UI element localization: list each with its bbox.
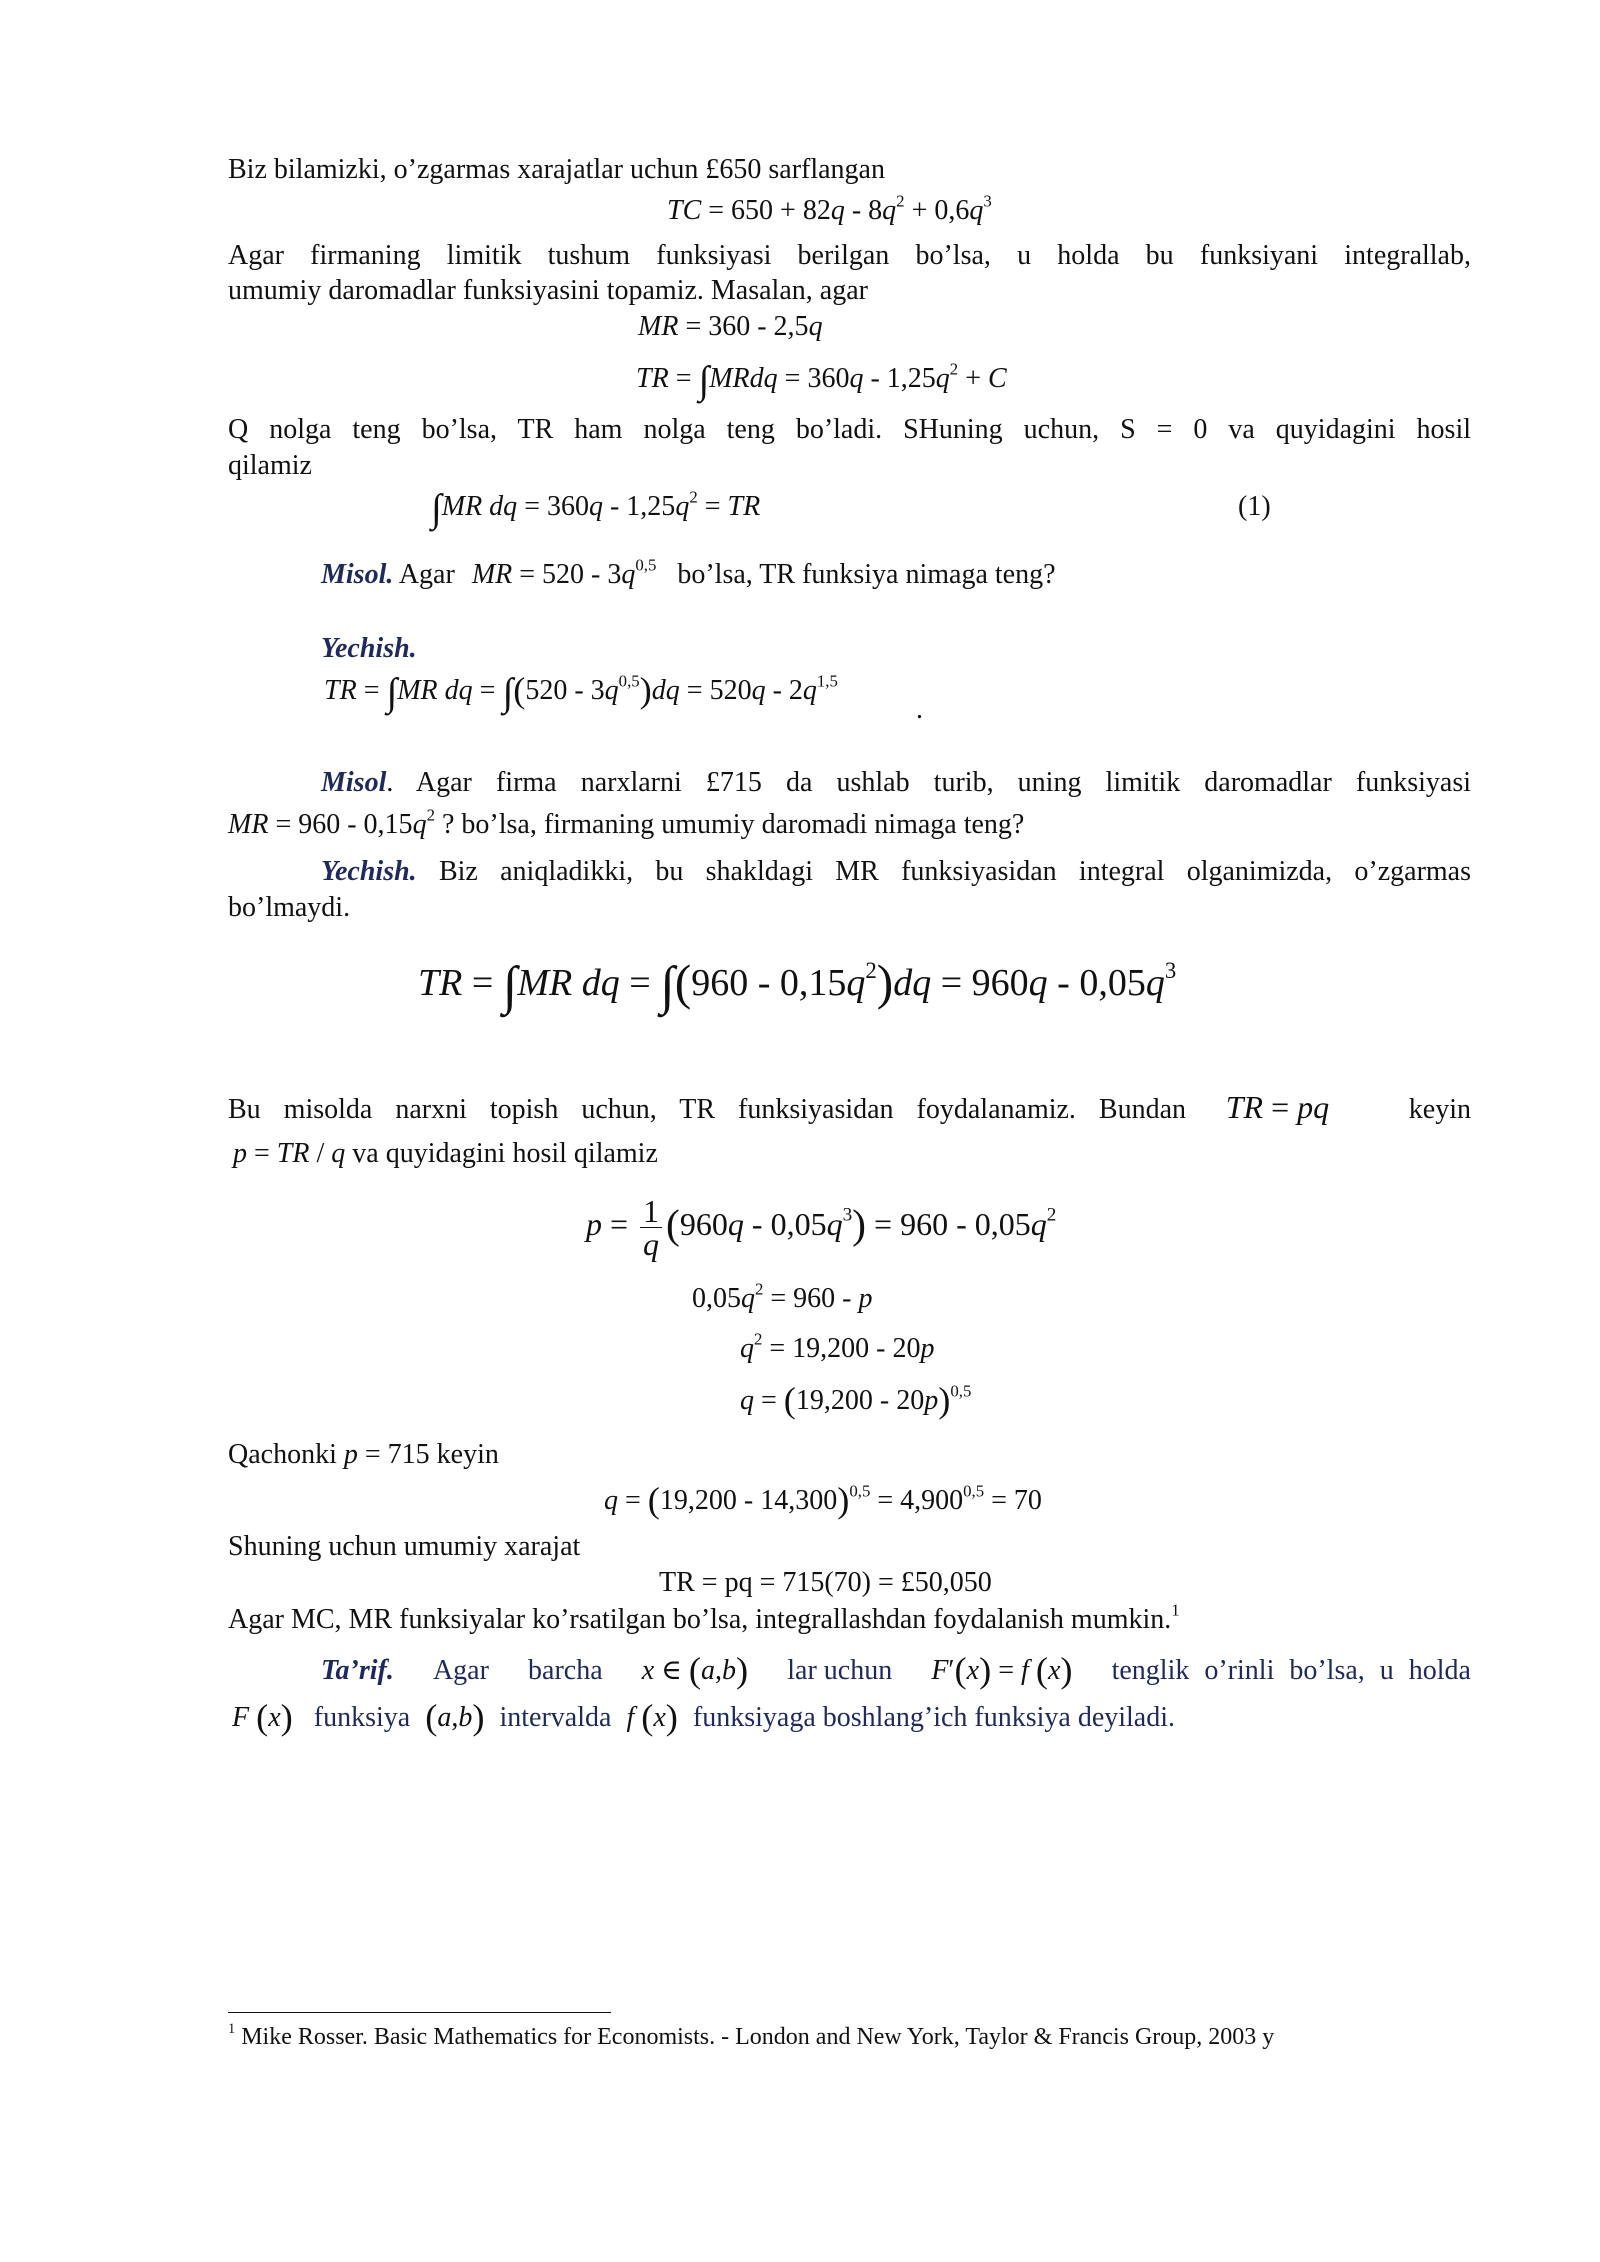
equation-tr-final: TR = pq = 715(70) = £50,050 bbox=[659, 1567, 992, 1598]
solution-label: Yechish. bbox=[321, 633, 417, 664]
footnote-text: Mike Rosser. Basic Mathematics for Economists. - London and New York, Taylor & Francis Group, 2003 y bbox=[241, 2024, 1275, 2050]
equation-tc: TC = $650 + 82q - 8q^2 + 0,6q^3$ bbox=[667, 191, 992, 226]
text: Agar bbox=[432, 1655, 489, 1687]
equation-step-2: $q^2 = 19,200 - 20p$ bbox=[740, 1329, 935, 1364]
footnote-marker: 1 bbox=[228, 2021, 236, 2038]
Fx-symbol: F (x) bbox=[232, 1697, 293, 1737]
equation-big: TR = ∫MR dq = $\int(960 - 0,15q^2)dq = 960q - 0,05q^3$ bbox=[418, 955, 1177, 1016]
punctuation: . bbox=[916, 694, 923, 725]
text: Agar MC, MR funksiyalar ko’rsatilgan bo’lsa, integrallashdan foydalanish mumkin. bbox=[228, 1604, 1172, 1635]
definition-label: Ta’rif. bbox=[321, 1655, 394, 1687]
equation-p: p = $\frac{1}{q}$ $(960q - 0,05q^3) = 960 - 0,05q^2$ bbox=[586, 1193, 1057, 1262]
text: tenglik o’rinli bo’lsa, u holda bbox=[1111, 1655, 1471, 1687]
equation-1: ∫MR dq = $360q - 1,25q^2$ = TR bbox=[431, 486, 761, 530]
text: Qachonki bbox=[228, 1439, 337, 1470]
tr-pq-equation: TR = pq bbox=[1225, 1089, 1330, 1125]
paragraph-4-line2 bbox=[233, 1137, 658, 1171]
example-2-line2 bbox=[228, 805, 1025, 842]
example-label: Misol bbox=[321, 767, 387, 798]
paragraph-line: bo’lmaydi. bbox=[228, 892, 351, 923]
text: keyin bbox=[436, 1439, 499, 1470]
equation-tr-integral: TR = ∫MRdq = $360q - 1,25q^2 + C$ bbox=[636, 358, 1007, 402]
paragraph-line: Biz bilamizki, o’zgarmas xarajatlar uchun £650 sarflangan bbox=[228, 154, 885, 185]
example-1-equation: MR = $520 - 3q^{0,5}$ bbox=[471, 555, 657, 590]
text: lar uchun bbox=[787, 1655, 893, 1687]
equation-step-1: $0,05q^2 = 960 - p$ bbox=[692, 1279, 873, 1314]
example-2-line bbox=[321, 766, 1471, 800]
text: bo’lsa, TR funksiya nimaga teng? bbox=[677, 559, 1056, 590]
equation-mr: MR = 360 - 2,5q bbox=[638, 311, 823, 342]
paragraph-line: qilamiz bbox=[228, 450, 312, 481]
text: Agar bbox=[398, 559, 455, 590]
text: va quyidagini hosil qilamiz bbox=[352, 1138, 658, 1169]
p-tr-q-equation: p = TR / q bbox=[233, 1138, 346, 1169]
qachonki-line bbox=[228, 1438, 499, 1472]
x-in-ab: x ∈ (a,b) bbox=[641, 1650, 749, 1690]
text: funksiya bbox=[313, 1702, 411, 1734]
text: bo’lsa, firmaning umumiy daromadi nimaga teng? bbox=[461, 809, 1025, 840]
text: Biz aniqladikki, bu shakldagi MR funksiyasidan integral olganimizda, o’zgarmas bbox=[438, 856, 1471, 887]
example-1-line bbox=[321, 555, 1056, 592]
paragraph-line: Shuning uchun umumiy xarajat bbox=[228, 1531, 581, 1562]
text: keyin bbox=[1408, 1094, 1471, 1125]
paragraph-line bbox=[228, 1600, 1180, 1637]
derivative-equation: F′(x) = f (x) bbox=[931, 1650, 1073, 1690]
paragraph-4-line bbox=[228, 1090, 1471, 1127]
footnote-reference[interactable]: 1 bbox=[1171, 1600, 1180, 1620]
p-715-equation: p = 715 bbox=[343, 1439, 430, 1470]
solution-label: Yechish. bbox=[321, 856, 417, 887]
solution-2-line bbox=[321, 855, 1471, 889]
text: barcha bbox=[528, 1655, 603, 1687]
text: . Agar firma narxlarni £715 da ushlab turib, uning limitik daromadlar funksiyasi bbox=[386, 767, 1471, 798]
equation-q-value: $q = (19,200 - 14,300)^{0,5} = 4,900^{0,5} = 70$ bbox=[604, 1480, 1042, 1520]
footnote-divider bbox=[228, 2012, 611, 2013]
example-label: Misol. bbox=[321, 559, 394, 590]
equation-step-3: q = (19,200 - 20p)$^{0,5}$ bbox=[740, 1380, 972, 1420]
text: Bu misolda narxni topish uchun, TR funksiyasidan foydalanamiz. Bundan bbox=[228, 1094, 1187, 1125]
paragraph-line: Q nolga teng bo’lsa, TR ham nolga teng bo’ladi. SHuning uchun, S = 0 va quyidagini hosil bbox=[228, 414, 1471, 445]
example-2-equation: MR = $960 - 0,15q^2$ ? bbox=[228, 805, 455, 840]
paragraph-line: Agar firmaning limitik tushum funksiyasi berilgan bo’lsa, u holda bu funksiyani integrallab, bbox=[228, 240, 1471, 271]
text: funksiyaga boshlang’ich funksiya deyiladi. bbox=[692, 1702, 1176, 1734]
text: intervalda bbox=[499, 1702, 612, 1734]
ab-interval: (a,b) bbox=[425, 1697, 485, 1737]
definition-line-1 bbox=[321, 1650, 1471, 1690]
definition-line-2 bbox=[232, 1697, 1176, 1737]
equation-number: (1) bbox=[1238, 491, 1271, 522]
footnote bbox=[228, 2020, 1274, 2054]
paragraph-line: umumiy daromadlar funksiyasini topamiz. Masalan, agar bbox=[228, 275, 868, 306]
fx-symbol: f (x) bbox=[626, 1697, 678, 1737]
solution-1-equation: TR = ∫MR dq = $\int(520 - 3q^{0,5})dq = 520q - 2q^{1,5}$ bbox=[324, 670, 838, 714]
